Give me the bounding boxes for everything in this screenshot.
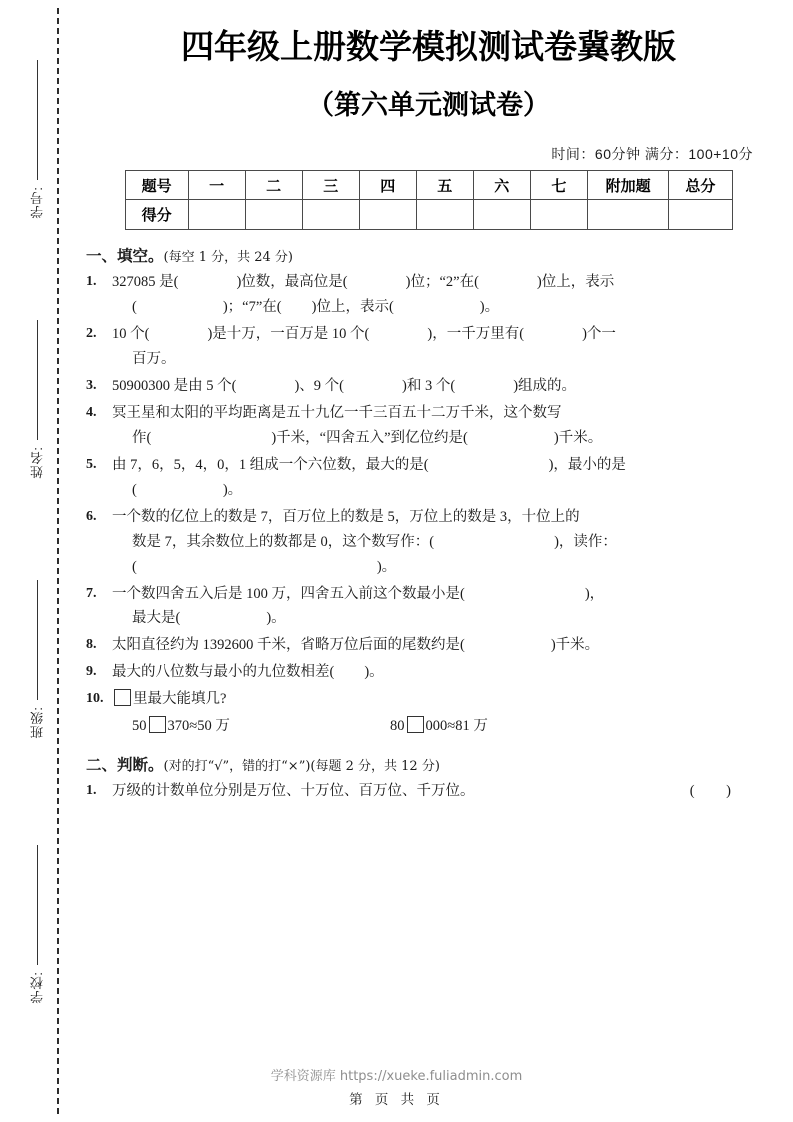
q6-part-b: )，读作： bbox=[554, 533, 617, 550]
score-table bbox=[125, 170, 733, 230]
section-heading-text: 二、判断。 bbox=[86, 755, 164, 775]
score-cell-bonus[interactable] bbox=[587, 200, 668, 230]
answer-parentheses[interactable]: ( ) bbox=[689, 783, 745, 800]
q5-part-b: )，最小的是 bbox=[548, 456, 626, 473]
q4-part-b: )千米，“四舍五入”到亿位约是( bbox=[271, 429, 468, 446]
question-number: 9. bbox=[86, 664, 97, 680]
score-cell-4[interactable] bbox=[359, 200, 416, 230]
q2-part-d: )个一 bbox=[582, 326, 616, 343]
question-number: 2. bbox=[86, 326, 97, 342]
q6-part-c: ( bbox=[132, 558, 137, 575]
table-row bbox=[125, 171, 732, 200]
question-text bbox=[112, 633, 771, 658]
q4-part-c: )千米。 bbox=[553, 429, 603, 446]
score-col-total: 总分 bbox=[669, 171, 732, 200]
q1-part-d: )位上，表示 bbox=[536, 274, 615, 291]
q10-prompt: 里最大能填几? bbox=[133, 691, 227, 708]
question-text: 冥王星和太阳的平均距离是五十九亿一千三百五十二万千米，这个数写 bbox=[112, 404, 562, 421]
question-number: 5. bbox=[86, 456, 97, 472]
question-2 bbox=[86, 322, 771, 372]
question-number: 7. bbox=[86, 585, 97, 601]
sidebar-field-class bbox=[22, 580, 52, 739]
question-list bbox=[86, 270, 771, 739]
q9-part-b: )。 bbox=[364, 664, 384, 681]
q1-part-h: )。 bbox=[479, 299, 500, 316]
question-text-line2 bbox=[112, 530, 771, 555]
q6-part-a: 数是 7，其余数位上的数都是 0，这个数写作：( bbox=[132, 533, 435, 550]
section-heading bbox=[86, 753, 771, 775]
question-text-line2 bbox=[112, 478, 771, 503]
q5-part-c: ( bbox=[132, 481, 137, 498]
score-cell-5[interactable] bbox=[416, 200, 473, 230]
score-cell-6[interactable] bbox=[473, 200, 530, 230]
section-fill-in-blanks bbox=[86, 244, 771, 739]
q5-part-d: )。 bbox=[222, 481, 243, 498]
question-text-line2: 百万。 bbox=[132, 351, 176, 368]
question-6 bbox=[86, 505, 771, 580]
question-5 bbox=[86, 453, 771, 503]
score-cell-3[interactable] bbox=[302, 200, 359, 230]
question-list bbox=[86, 779, 771, 804]
sidebar-field-name bbox=[22, 320, 52, 479]
q3-part-b: )、9 个( bbox=[294, 378, 345, 394]
question-3 bbox=[86, 374, 771, 399]
q7-part-a: 一个数四舍五入后是 100 万，四舍五入前这个数最小是( bbox=[112, 585, 465, 602]
source-watermark: 学科资源库 https://xueke.fuliadmin.com bbox=[270, 1069, 523, 1084]
question-number: 3. bbox=[86, 378, 97, 393]
question-8 bbox=[86, 633, 771, 658]
q8-part-b: )千米。 bbox=[550, 637, 600, 654]
q3-part-c: )和 3 个( bbox=[402, 378, 456, 394]
q7-part-c: 最大是( bbox=[132, 610, 181, 627]
question-text bbox=[112, 270, 771, 295]
q10-right-suffix: 000≈81 万 bbox=[425, 718, 488, 735]
q3-part-d: )组成的。 bbox=[513, 378, 577, 394]
score-col-bonus: 附加题 bbox=[587, 171, 668, 200]
q3-part-a: 50900300 是由 5 个( bbox=[112, 378, 237, 394]
sidebar-field-school-label: 学校: bbox=[29, 971, 45, 1004]
question-number: 4. bbox=[86, 404, 97, 420]
question-text bbox=[112, 687, 771, 712]
score-table-label-points: 得分 bbox=[125, 200, 188, 230]
score-col-1: 一 bbox=[188, 171, 245, 200]
tf1-text: 万级的计数单位分别是万位、十万位、百万位、千万位。 bbox=[112, 783, 475, 800]
q1-part-c: )位；“2”在( bbox=[405, 274, 479, 291]
section-heading-sub: (对的打“√”，错的打“×”)(每题 2 分，共 12 分) bbox=[163, 759, 440, 775]
score-cell-7[interactable] bbox=[530, 200, 587, 230]
q9-part-a: 最大的八位数与最小的九位数相差( bbox=[112, 664, 335, 681]
score-cell-2[interactable] bbox=[245, 200, 302, 230]
question-text bbox=[112, 322, 771, 347]
q8-part-a: 太阳直径约为 1392600 千米，省略万位后面的尾数约是( bbox=[112, 637, 465, 654]
score-cell-1[interactable] bbox=[188, 200, 245, 230]
q10-left-prefix: 50 bbox=[132, 718, 147, 735]
q1-part-g: )位上，表示( bbox=[311, 299, 394, 316]
q2-part-c: )，一千万里有( bbox=[427, 326, 525, 343]
fill-box[interactable] bbox=[407, 716, 424, 733]
exam-meta: 时间：60分钟 满分：100+10分 bbox=[551, 146, 753, 163]
question-10 bbox=[86, 687, 771, 739]
table-row bbox=[125, 200, 732, 230]
q10-right-prefix: 80 bbox=[390, 718, 405, 735]
sidebar-field-student-id bbox=[22, 60, 52, 219]
score-col-3: 三 bbox=[302, 171, 359, 200]
q10-item-right bbox=[390, 714, 488, 739]
question-number: 6. bbox=[86, 508, 97, 524]
score-cell-total[interactable] bbox=[669, 200, 732, 230]
tf-question-1 bbox=[86, 779, 771, 804]
page-title: 四年级上册数学模拟测试卷冀教版 bbox=[181, 27, 676, 66]
page-subtitle: （第六单元测试卷） bbox=[307, 90, 550, 122]
score-col-5: 五 bbox=[416, 171, 473, 200]
page-footer bbox=[0, 1065, 793, 1108]
fill-box[interactable] bbox=[149, 716, 166, 733]
score-table-label-questions: 题号 bbox=[125, 171, 188, 200]
question-4 bbox=[86, 401, 771, 451]
section-heading-sub: (每空 1 分，共 24 分) bbox=[163, 250, 294, 266]
q2-part-b: )是十万，一百万是 10 个( bbox=[207, 326, 370, 343]
q1-part-f: )；“7”在( bbox=[222, 299, 282, 316]
score-col-6: 六 bbox=[473, 171, 530, 200]
question-7 bbox=[86, 582, 771, 632]
sidebar-field-school bbox=[22, 845, 52, 1004]
fill-box[interactable] bbox=[114, 689, 131, 706]
question-text-line2 bbox=[112, 426, 771, 451]
q10-left-suffix: 370≈50 万 bbox=[167, 718, 230, 735]
q4-part-a: 作( bbox=[132, 429, 152, 446]
question-number: 1. bbox=[86, 783, 97, 799]
section-true-false bbox=[86, 753, 771, 804]
question-text-line2 bbox=[112, 295, 771, 320]
q10-items bbox=[112, 714, 771, 739]
question-number: 1. bbox=[86, 274, 97, 290]
question-text: 一个数的亿位上的数是 7，百万位上的数是 5，万位上的数是 3，十位上的 bbox=[112, 508, 580, 525]
sidebar-field-student-id-label: 学号: bbox=[29, 186, 45, 219]
question-text bbox=[112, 453, 771, 478]
score-col-7: 七 bbox=[530, 171, 587, 200]
score-col-2: 二 bbox=[245, 171, 302, 200]
write-rule bbox=[37, 580, 38, 700]
write-rule bbox=[37, 845, 38, 965]
q10-item-left bbox=[132, 714, 390, 739]
page-number: 第 页 共 页 bbox=[349, 1092, 444, 1108]
answer-sheet-margin bbox=[0, 0, 72, 1122]
section-heading bbox=[86, 244, 771, 266]
question-1 bbox=[86, 270, 771, 320]
q7-part-b: )， bbox=[584, 585, 605, 602]
section-heading-text: 一、填空。 bbox=[86, 246, 164, 266]
question-text bbox=[112, 779, 771, 804]
question-text bbox=[112, 660, 771, 685]
write-rule bbox=[37, 320, 38, 440]
question-9 bbox=[86, 660, 771, 685]
question-text bbox=[112, 582, 771, 607]
q6-part-d: )。 bbox=[376, 558, 397, 575]
q1-part-a: 327085 是( bbox=[112, 274, 179, 291]
sidebar-field-name-label: 姓名: bbox=[29, 446, 45, 479]
cut-dashed-line bbox=[57, 8, 59, 1114]
q7-part-d: )。 bbox=[266, 610, 286, 627]
question-number: 10. bbox=[86, 691, 104, 707]
question-number: 8. bbox=[86, 637, 97, 653]
test-paper bbox=[72, 0, 793, 1122]
q5-part-a: 由 7，6，5，4，0，1 组成一个六位数，最大的是( bbox=[112, 456, 429, 473]
q1-part-e: ( bbox=[132, 299, 137, 316]
question-text-line3 bbox=[112, 555, 771, 580]
q2-part-a: 10 个( bbox=[112, 326, 150, 343]
write-rule bbox=[37, 60, 38, 180]
score-col-4: 四 bbox=[359, 171, 416, 200]
question-text-line2 bbox=[112, 606, 771, 631]
question-text bbox=[112, 374, 771, 399]
sidebar-field-class-label: 班级: bbox=[29, 706, 45, 739]
q1-part-b: )位数，最高位是( bbox=[236, 274, 348, 291]
